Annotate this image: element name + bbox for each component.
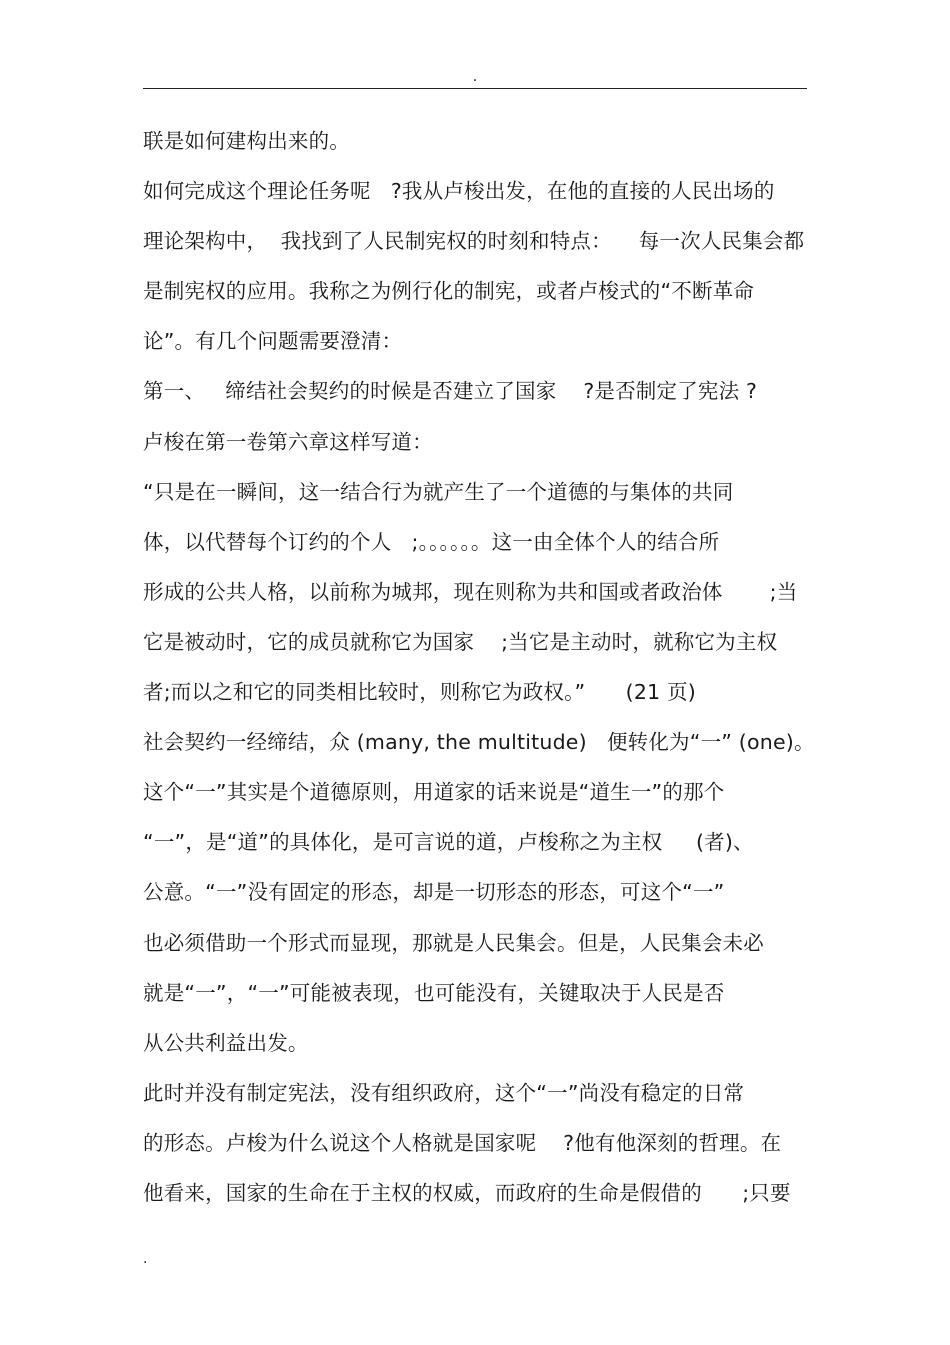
text-line: 理论架构中， 我找到了人民制宪权的时刻和特点： 每一次人民集会都 [143,229,805,254]
text-line: “只是在一瞬间，这一结合行为就产生了一个道德的与集体的共同 [143,479,734,504]
text-line: 卢梭在第一卷第六章这样写道： [143,429,433,454]
text-line: “一”，是“道”的具体化，是可言说的道，卢梭称之为主权 (者)、 [143,830,754,855]
text-line: 者;而以之和它的同类相比较时，则称它为政权。” (21 页) [143,680,696,705]
text-line: 它是被动时，它的成员就称它为国家 ;当它是主动时，就称它为主权 [143,629,778,654]
header-marker: . [472,69,478,85]
text-line: 形成的公共人格，以前称为城邦，现在则称为共和国或者政治体 ;当 [143,579,798,604]
text-line: 公意。“一”没有固定的形态，却是一切形态的形态，可这个“一” [143,880,725,905]
text-line: 也必须借助一个形式而显现，那就是人民集会。但是，人民集会未必 [143,930,764,955]
text-line: 论”。有几个问题需要澄清： [143,329,403,354]
footer-marker: . [143,1251,148,1267]
text-line: 这个“一”其实是个道德原则，用道家的话来说是“道生一”的那个 [143,780,725,805]
text-line: 第一、 缔结社会契约的时候是否建立了国家 ?是否制定了宪法 ? [143,379,758,404]
header-rule [143,88,807,89]
text-line: 就是“一”，“一”可能被表现，也可能没有，关键取决于人民是否 [143,980,725,1005]
text-line: 社会契约一经缔结，众 (many, the multitude) 便转化为“一” (one)。 [143,730,815,755]
text-line: 他看来，国家的生命在于主权的权威，而政府的生命是假借的 ;只要 [143,1180,791,1205]
text-line: 如何完成这个理论任务呢 ?我从卢梭出发，在他的直接的人民出场的 [143,179,775,204]
text-line: 联是如何建构出来的。 [143,129,350,153]
text-line: 的形态。卢梭为什么说这个人格就是国家呢 ?他有他深刻的哲理。在 [143,1130,782,1155]
text-line: 是制宪权的应用。我称之为例行化的制宪，或者卢梭式的“不断革命 [143,279,755,304]
text-line: 从公共利益出发。 [143,1030,309,1055]
text-line: 此时并没有制定宪法，没有组织政府，这个“一”尚没有稳定的日常 [143,1080,745,1105]
text-line: 体，以代替每个订约的个人 ;。。。。。。这一由全体个人的结合所 [143,529,720,554]
document-body [143,119,818,1221]
